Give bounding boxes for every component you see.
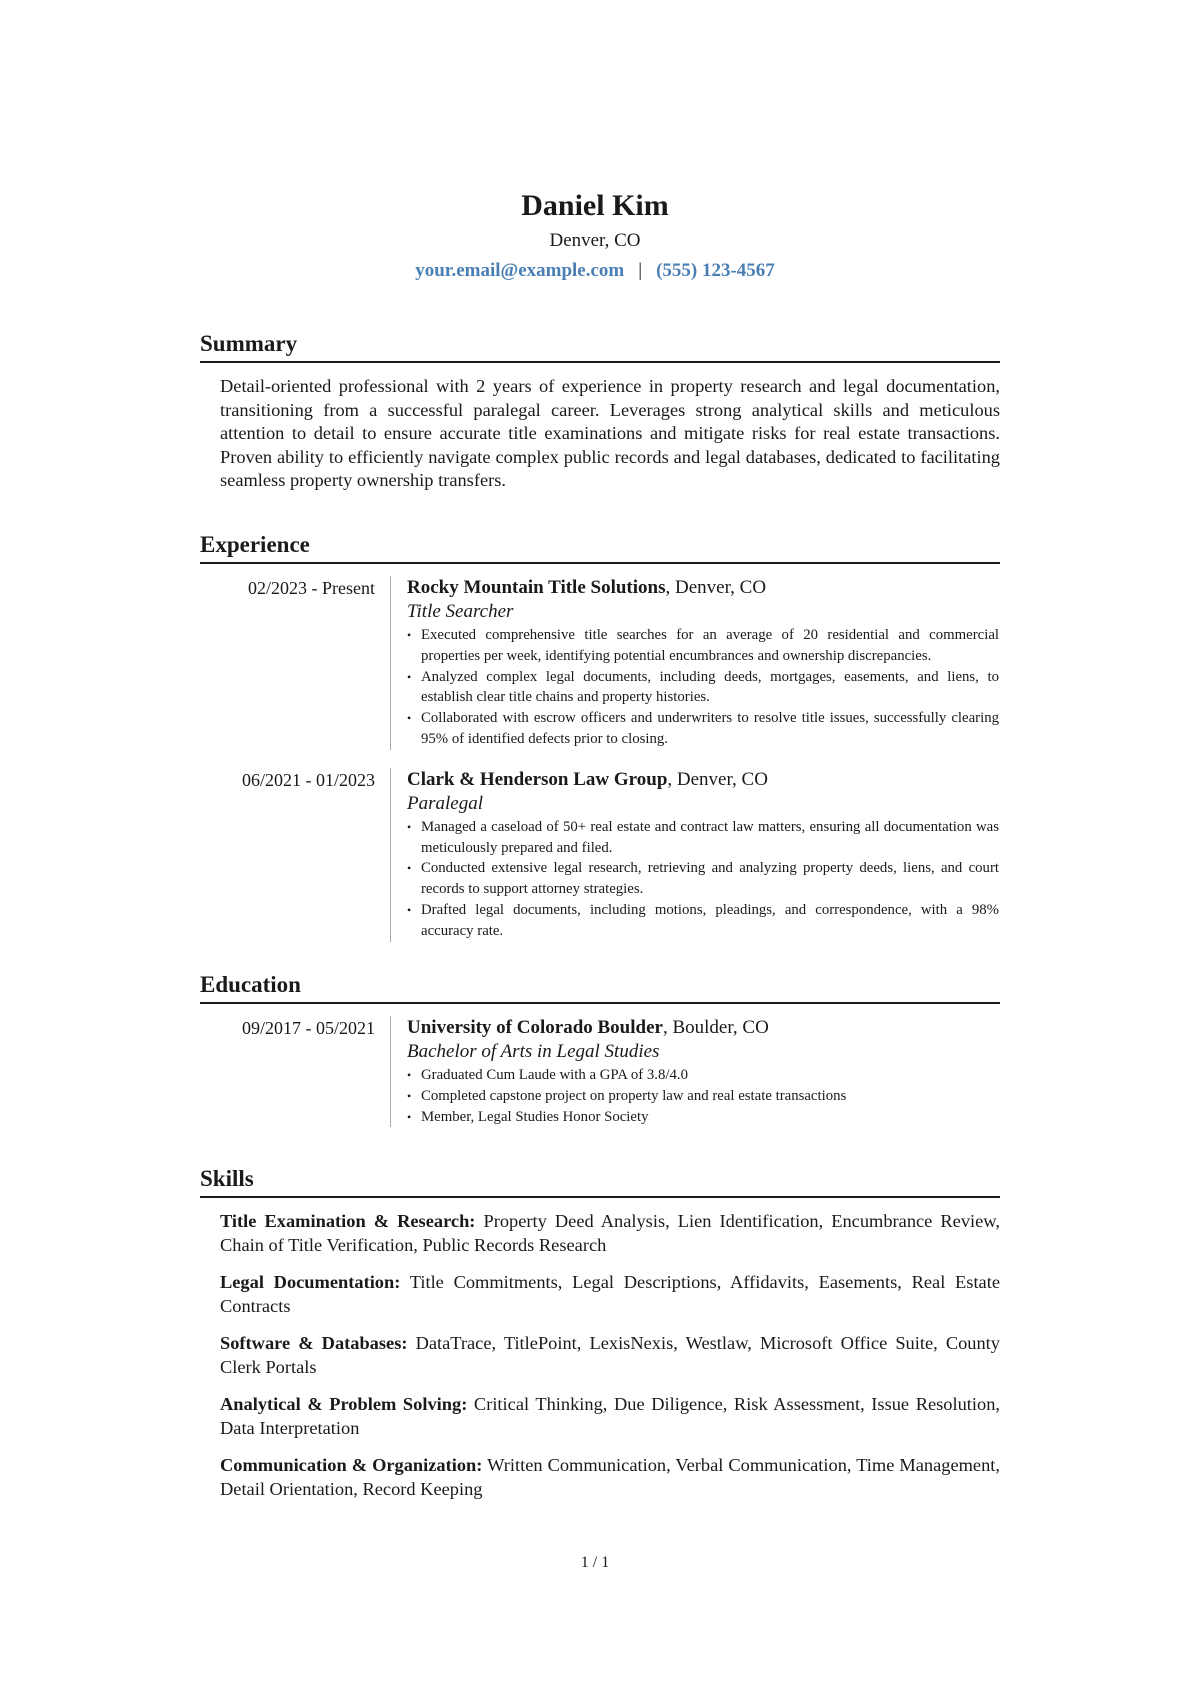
skill-category: Communication & Organization: (220, 1455, 483, 1475)
entry-org-location: , Denver, CO (665, 577, 767, 598)
entry-dates: 02/2023 - Present (248, 578, 375, 598)
experience-entry (200, 576, 1000, 750)
entry-bullets (407, 1065, 999, 1127)
section-title-education: Education (200, 971, 1000, 1004)
education-entry (200, 1016, 1000, 1127)
entry-role: Paralegal (407, 792, 483, 814)
entry-body (390, 576, 999, 750)
bullet-item: • Member, Legal Studies Honor Society (407, 1107, 999, 1128)
skill-list: Property Deed Analysis, Lien Identification, Encumbrance Review, Chain of Title Verification, Public Records Research (220, 1211, 1000, 1255)
experience-section (200, 531, 1000, 942)
entry-organization (407, 768, 999, 792)
skill-list: DataTrace, TitlePoint, LexisNexis, Westlaw, Microsoft Office Suite, County Clerk Portals (220, 1333, 1000, 1377)
skills-section (200, 1165, 1000, 1501)
section-title-skills: Skills (200, 1165, 1000, 1198)
entry-dates: 06/2021 - 01/2023 (242, 769, 375, 790)
candidate-location: Denver, CO (549, 230, 641, 251)
entry-bullets (407, 817, 999, 942)
skill-list: Written Communication, Verbal Communication, Time Management, Detail Orientation, Record Keeping (220, 1455, 1001, 1499)
skill-category: Legal Documentation: (220, 1272, 401, 1292)
contact-line (0, 258, 1190, 284)
bullet-item: • Collaborated with escrow officers and underwriters to resolve title issues, successfully clearing 95% of identified defects prior to closing. (407, 708, 999, 750)
resume-header (0, 188, 1190, 284)
page-number: 1 / 1 (580, 1554, 610, 1571)
entry-org-location: , Denver, CO (667, 768, 768, 790)
skill-line (220, 1393, 1000, 1440)
skill-category: Software & Databases: (220, 1333, 408, 1353)
entry-org-location: , Boulder, CO (662, 1017, 769, 1038)
bullet-item: • Completed capstone project on property law and real estate transactions (407, 1086, 999, 1107)
bullet-item: • Graduated Cum Laude with a GPA of 3.8/4.0 (407, 1065, 999, 1086)
entry-body (390, 768, 999, 942)
experience-entry (200, 768, 1000, 942)
bullet-item: • Managed a caseload of 50+ real estate and contract law matters, ensuring all documentation was meticulously prepared and filed. (407, 817, 999, 859)
entry-role: Bachelor of Arts in Legal Studies (407, 1041, 660, 1062)
bullet-item: • Drafted legal documents, including motions, pleadings, and correspondence, with a 98% accuracy rate. (407, 900, 999, 942)
skill-category: Title Examination & Research: (220, 1211, 476, 1231)
skill-line (220, 1210, 1000, 1257)
section-title-summary: Summary (200, 330, 1000, 363)
entry-bullets (407, 625, 999, 750)
entry-dates: 09/2017 - 05/2021 (242, 1018, 375, 1038)
contact-separator: | (638, 260, 643, 281)
entry-org-name: Rocky Mountain Title Solutions (407, 577, 666, 598)
entry-role: Title Searcher (407, 601, 514, 622)
section-title-experience: Experience (200, 531, 1000, 564)
entry-organization (407, 1016, 999, 1040)
candidate-name: Daniel Kim (521, 189, 669, 222)
entry-org-name: Clark & Henderson Law Group (407, 768, 668, 790)
entry-body (390, 1016, 999, 1127)
skill-category: Analytical & Problem Solving: (220, 1394, 468, 1414)
skill-line (220, 1332, 1000, 1379)
bullet-item: • Executed comprehensive title searches for an average of 20 residential and commercial properties per week, identifying potential encumbrances and ownership discrepancies. (407, 625, 999, 667)
skill-list: Critical Thinking, Due Diligence, Risk Assessment, Issue Resolution, Data Interpretation (220, 1394, 1000, 1438)
phone-link[interactable]: (555) 123-4567 (656, 260, 775, 281)
email-link[interactable]: your.email@example.com (415, 260, 625, 281)
entry-org-name: University of Colorado Boulder (407, 1017, 663, 1038)
skill-line (220, 1454, 1000, 1501)
bullet-item: • Conducted extensive legal research, retrieving and analyzing property deeds, liens, and court records to support attorney strategies. (407, 858, 999, 900)
education-section (200, 971, 1000, 1127)
summary-text: Detail-oriented professional with 2 years of experience in property research and legal documentation, transitioning from a successful paralegal career. Leverages strong analytical skills and meticulous attention to detail to ensure accurate title examinations and mitigate risks for real estate transactions. Proven ability to efficiently navigate complex public records and legal databases, dedicated to facilitating seamless property ownership transfers. (220, 376, 1000, 490)
bullet-item: • Analyzed complex legal documents, including deeds, mortgages, easements, and liens, to establish clear title chains and property histories. (407, 667, 999, 709)
skill-list: Title Commitments, Legal Descriptions, Affidavits, Easements, Real Estate Contracts (220, 1272, 1000, 1316)
summary-section (200, 330, 1000, 493)
entry-organization (407, 576, 999, 600)
skill-line (220, 1271, 1000, 1318)
